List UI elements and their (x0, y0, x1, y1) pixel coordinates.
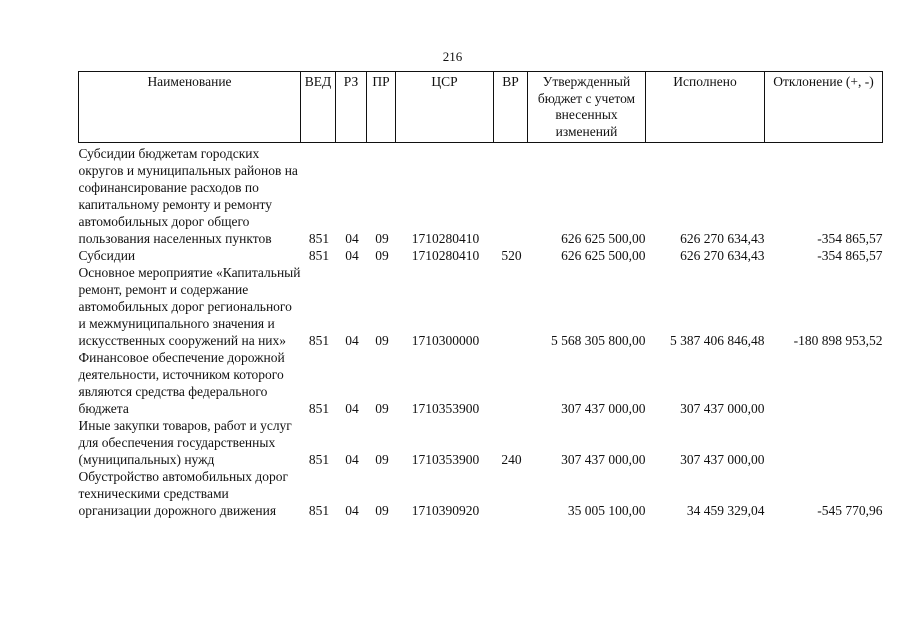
row-executed: 307 437 000,00 (680, 401, 765, 416)
row-name: Финансовое обеспечение дорожной деятельности, источником которого являются средства федерального бюджета (78, 350, 285, 416)
row-ved: 851 (308, 452, 330, 467)
table-row (79, 247, 883, 264)
row-approved: 626 625 500,00 (561, 231, 646, 246)
row-csr: 1710353900 (411, 452, 480, 467)
row-pr: 09 (375, 231, 389, 246)
table-row (79, 468, 883, 519)
budget-table (78, 71, 883, 519)
row-pr: 09 (375, 333, 389, 348)
row-deviation: -180 898 953,52 (793, 333, 883, 348)
row-rz: 04 (345, 231, 359, 246)
row-rz: 04 (345, 333, 359, 348)
row-name: Основное мероприятие «Капитальный ремонт, ремонт и содержание автомобильных дорог регионального и межмуниципального значения и искусственных сооружений на них» (78, 265, 301, 348)
row-deviation (765, 349, 883, 417)
row-deviation: -354 865,57 (817, 231, 883, 246)
row-ved: 851 (308, 401, 330, 416)
row-ved: 851 (308, 503, 330, 518)
row-executed: 626 270 634,43 (680, 248, 765, 263)
row-csr: 1710390920 (411, 503, 480, 518)
row-rz: 04 (345, 248, 359, 263)
row-deviation (765, 417, 883, 468)
header-vr: ВР (494, 72, 528, 143)
row-pr: 09 (375, 503, 389, 518)
header-pr: ПР (367, 72, 396, 143)
row-vr: 240 (501, 452, 522, 467)
row-executed: 626 270 634,43 (680, 231, 765, 246)
row-name: Обустройство автомобильных дорог техническими средствами организации дорожного движения (78, 469, 289, 518)
row-approved: 307 437 000,00 (561, 452, 646, 467)
row-name: Субсидии (78, 248, 136, 263)
row-csr: 1710280410 (411, 231, 480, 246)
header-csr: ЦСР (396, 72, 494, 143)
row-rz: 04 (345, 452, 359, 467)
row-executed: 307 437 000,00 (680, 452, 765, 467)
row-ved: 851 (308, 333, 330, 348)
row-approved: 5 568 305 800,00 (551, 333, 646, 348)
row-vr: 520 (501, 248, 522, 263)
row-deviation: -545 770,96 (817, 503, 883, 518)
row-ved: 851 (308, 231, 330, 246)
row-pr: 09 (375, 452, 389, 467)
row-pr: 09 (375, 248, 389, 263)
page-number: 216 (442, 49, 463, 64)
header-deviation: Отклонение (+, -) (765, 72, 883, 143)
row-vr (494, 349, 528, 417)
table-row (79, 349, 883, 417)
row-executed: 5 387 406 846,48 (670, 333, 765, 348)
row-vr (494, 143, 528, 248)
row-ved: 851 (308, 248, 330, 263)
header-executed: Исполнено (646, 72, 765, 143)
row-approved: 307 437 000,00 (561, 401, 646, 416)
row-rz: 04 (345, 401, 359, 416)
row-csr: 1710300000 (411, 333, 480, 348)
header-ved: ВЕД (301, 72, 336, 143)
table-row (79, 417, 883, 468)
row-pr: 09 (375, 401, 389, 416)
row-approved: 35 005 100,00 (567, 503, 646, 518)
row-csr: 1710280410 (411, 248, 480, 263)
row-name: Иные закупки товаров, работ и услуг для обеспечения государственных (муниципальных) нужд (78, 418, 292, 467)
table-row (79, 264, 883, 349)
row-vr (494, 264, 528, 349)
header-name: Наименование (79, 72, 301, 143)
row-name: Субсидии бюджетам городских округов и муниципальных районов на софинансирование расходов по капитальному ремонту и ремонту автомобильных дорог общего пользования населенных пунктов (78, 146, 298, 246)
row-approved: 626 625 500,00 (561, 248, 646, 263)
header-approved: Утвержденный бюджет с учетом внесенных изменений (528, 72, 646, 143)
table-row (79, 143, 883, 248)
row-rz: 04 (345, 503, 359, 518)
table-header-row (79, 72, 883, 143)
row-deviation: -354 865,57 (817, 248, 883, 263)
row-executed: 34 459 329,04 (686, 503, 765, 518)
row-vr (494, 468, 528, 519)
header-rz: РЗ (336, 72, 367, 143)
row-csr: 1710353900 (411, 401, 480, 416)
